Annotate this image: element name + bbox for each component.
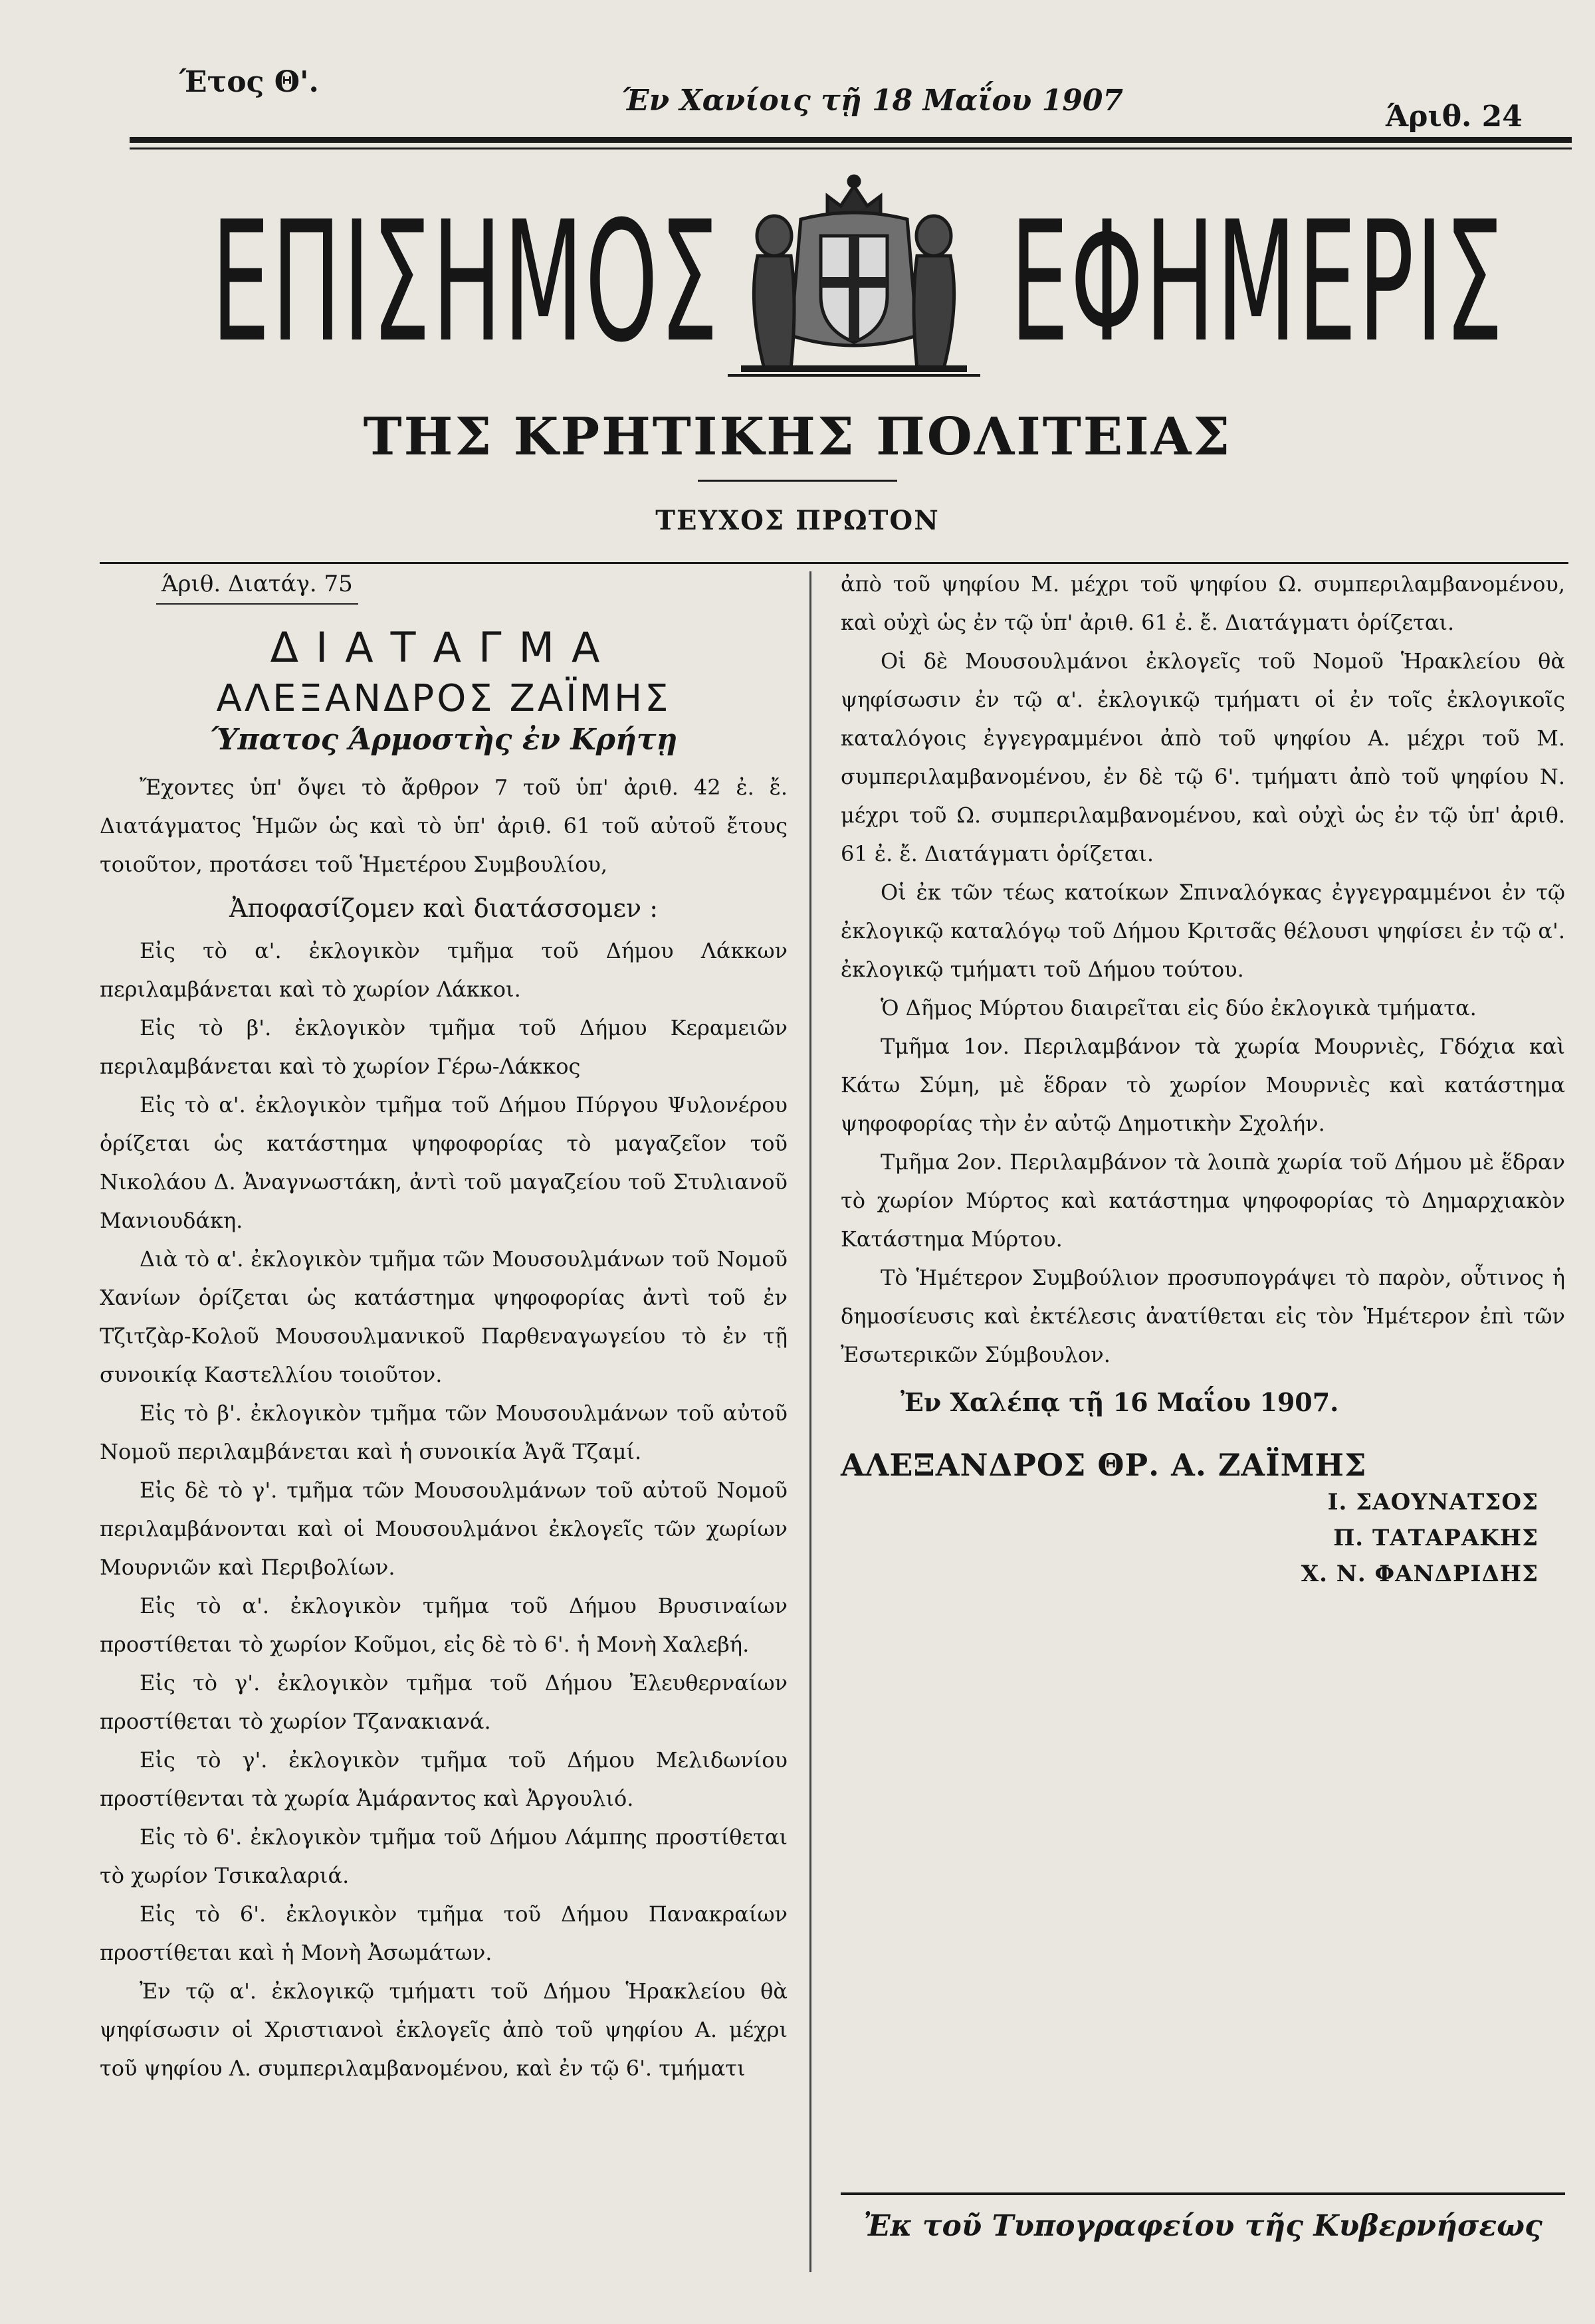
- printer-imprint: Ἐκ τοῦ Τυπογραφείου τῆς Κυβερνήσεως: [863, 2209, 1542, 2243]
- date-place: Έν Χανίοις τῇ 18 Μαΐου 1907: [621, 84, 1124, 118]
- signer-name: ΑΛΕΞΑΝΔΡΟΣ ΘΡ. Α. ΖΑΪΜΗΣ: [841, 1447, 1367, 1483]
- article-paragraph: Εἰς τὸ β'. ἐκλογικὸν τμῆμα τῶν Μουσουλμάνων τοῦ αὐτοῦ Νομοῦ περιλαμβάνεται καὶ ἡ συνοικία Ἀγᾶ Τζαμί.: [100, 1401, 788, 1464]
- article-paragraph: Εἰς τὸ α'. ἐκλογικὸν τμῆμα τοῦ Δήμου Βρυσιναίων προστίθεται τὸ χωρίον Κοῦμοι, εἰς δὲ τὸ 6'. ἡ Μονὴ Χαλεβή.: [100, 1593, 788, 1657]
- header-rule: [130, 137, 1572, 143]
- preamble: Ἔχοντες ὑπ' ὄψει τὸ ἄρθρον 7 τοῦ ὑπ' ἀριθ. 42 ἐ. ἔ. Διατάγματος Ἡμῶν ὡς καὶ τὸ ὑπ' ἀριθ. 61 τοῦ αὐτοῦ ἔτους τοιοῦτον, προτάσει τοῦ Ἡμετέρου Συμβουλίου,: [100, 775, 788, 877]
- right-column: [841, 565, 1565, 1592]
- article-paragraph: Τμῆμα 1ον. Περιλαμβάνον τὰ χωρία Μουρνιὲς, Γδόχια καὶ Κάτω Σύμη, μὲ ἕδραν τὸ χωρίον Μουρνιὲς καὶ κατάστημα ψηφοφορίας τὴν ἐν αὐτῷ Δημοτικὴν Σχολήν.: [841, 1034, 1565, 1136]
- year-label: Έτος Θ'.: [179, 65, 319, 99]
- article-paragraph: Οἱ δὲ Μουσουλμάνοι ἐκλογεῖς τοῦ Νομοῦ Ἡρακλείου θὰ ψηφίσωσιν ἐν τῷ α'. ἐκλογικῷ τμήματι οἱ ἐν τοῖς ἐκλογικοῖς καταλόγοις ἐγγεγραμμένοι ἀπὸ τοῦ ψηφίου Α. μέχρι τοῦ Μ. συμπεριλαμβανομένου, ἐν δὲ τῷ 6'. τμήματι ἀπὸ τοῦ ψηφίου Ν. μέχρι τοῦ Ω. συμπεριλαμβανομένου, καὶ οὐχὶ ὡς ἐν τῷ ὑπ' ἀριθ. 61 ἐ. ἔ. Διατάγματι ὁρίζεται.: [841, 648, 1565, 866]
- article-paragraph: Τμῆμα 2ον. Περιλαμβάνον τὰ λοιπὰ χωρία τοῦ Δήμου μὲ ἕδραν τὸ χωρίον Μύρτος καὶ κατάστημα ψηφοφορίας τὸ Δημαρχιακὸν Κατάστημα Μύρτου.: [841, 1149, 1565, 1252]
- article-paragraph: Οἱ ἐκ τῶν τέως κατοίκων Σπιναλόγκας ἐγγεγραμμένοι ἐν τῷ ἐκλογικῷ καταλόγῳ τοῦ Δήμου Κριτσᾶς θέλουσι ψηφίσει ἐν τῷ α'. ἐκλογικῷ τμήματι τοῦ Δήμου τούτου.: [841, 880, 1565, 982]
- footer-rule: [841, 2192, 1565, 2195]
- article-paragraph: Ἐν τῷ α'. ἐκλογικῷ τμήματι τοῦ Δήμου Ἡρακλείου θὰ ψηφίσωσιν οἱ Χριστιανοὶ ἐκλογεῖς ἀπὸ τοῦ ψηφίου Α. μέχρι τοῦ ψηφίου Λ. συμπεριλαμβανομένου, καὶ ἐν τῷ 6'. τμήματι: [100, 1979, 788, 2081]
- article-paragraph: Εἰς τὸ 6'. ἐκλογικὸν τμῆμα τοῦ Δήμου Πανακραίων προστίθεται καὶ ἡ Μονὴ Ἀσωμάτων.: [100, 1901, 788, 1965]
- decree-title: ΔΙΑΤΑΓΜΑ: [270, 623, 617, 672]
- decree-formula: Ἀποφασίζομεν καὶ διατάσσομεν :: [229, 894, 659, 923]
- subtitle-underline: [698, 480, 897, 482]
- masthead-title-left: ΕΠΙΣΗΜΟΣ: [211, 185, 720, 379]
- issue-number: Άριθ. 24: [1386, 100, 1523, 134]
- minister-signature: Π. ΤΑΤΑΡΑΚΗΣ: [1333, 1525, 1539, 1551]
- governor-title: Ύπατος Άρμοστὴς ἐν Κρήτῃ: [209, 723, 678, 757]
- article-paragraph: Εἰς τὸ α'. ἐκλογικὸν τμῆμα τοῦ Δήμου Πύργου Ψυλονέρου ὁρίζεται ὡς κατάστημα ψηφοφορίας τὸ μαγαζεῖον τοῦ Νικολάου Δ. Ἀναγνωστάκη, ἀντὶ τοῦ μαγαζείου τοῦ Στυλιανοῦ Μανιουδάκη.: [100, 1092, 788, 1233]
- article-paragraph: Διὰ τὸ α'. ἐκλογικὸν τμῆμα τῶν Μουσουλμάνων τοῦ Νομοῦ Χανίων ὁρίζεται ὡς κατάστημα ψηφοφορίας ἀντὶ τοῦ ἐν Τζιτζὰρ-Κολοῦ Μουσουλμανικοῦ Παρθεναγωγείου τὸ ἐν τῇ συνοικίᾳ Καστελλίου τοιοῦτον.: [100, 1246, 788, 1387]
- header-rule-thin: [130, 147, 1572, 149]
- signing-date: Ἐν Χαλέπᾳ τῇ 16 Μαΐου 1907.: [901, 1387, 1339, 1417]
- coat-of-arms-icon: [728, 169, 980, 382]
- minister-signature: Ι. ΣΑΟΥΝΑΤΣΟΣ: [1327, 1489, 1539, 1515]
- article-paragraph: Εἰς δὲ τὸ γ'. τμῆμα τῶν Μουσουλμάνων τοῦ αὐτοῦ Νομοῦ περιλαμβάνονται καὶ οἱ Μουσουλμάνοι ἐκλογεῖς τῶν χωρίων Μουρνιῶν καὶ Περιβολίων.: [100, 1478, 788, 1580]
- article-paragraph: Ὁ Δῆμος Μύρτου διαιρεῖται εἰς δύο ἐκλογικὰ τμήματα.: [881, 995, 1477, 1020]
- issue-label: ΤΕΥΧΟΣ ΠΡΩΤΟΝ: [655, 505, 940, 536]
- article-paragraph: ἀπὸ τοῦ ψηφίου Μ. μέχρι τοῦ ψηφίου Ω. συμπεριλαμβανομένου, καὶ οὐχὶ ὡς ἐν τῷ ὑπ' ἀριθ. 61 ἐ. ἔ. Διατάγματι ὁρίζεται.: [841, 571, 1565, 635]
- masthead-title-right: ΕΦΗΜΕΡΙΣ: [1010, 185, 1505, 379]
- article-paragraph: Εἰς τὸ β'. ἐκλογικὸν τμῆμα τοῦ Δήμου Κεραμειῶν περιλαμβάνεται καὶ τὸ χωρίον Γέρω-Λάκκος: [100, 1015, 788, 1079]
- column-divider: [809, 571, 811, 2272]
- article-paragraph: Εἰς τὸ 6'. ἐκλογικὸν τμῆμα τοῦ Δήμου Λάμπης προστίθεται τὸ χωρίον Τσικαλαριά.: [100, 1824, 788, 1888]
- article-paragraph: Εἰς τὸ γ'. ἐκλογικὸν τμῆμα τοῦ Δήμου Μελιδωνίου προστίθενται τὰ χωρία Ἀμάραντος καὶ Ἀργουλιό.: [100, 1747, 788, 1811]
- article-paragraph: Εἰς τὸ γ'. ἐκλογικὸν τμῆμα τοῦ Δήμου Ἐλευθερναίων προστίθεται τὸ χωρίον Τζανακιανά.: [100, 1670, 788, 1734]
- masthead-subtitle: ΤΗΣ ΚΡΗΤΙΚΗΣ ΠΟΛΙΤΕΙΑΣ: [363, 407, 1232, 467]
- minister-signature: Χ. Ν. ΦΑΝΔΡΙΔΗΣ: [1301, 1561, 1539, 1587]
- governor-name: ΑΛΕΞΑΝΔΡΟΣ ΖΑΪΜΗΣ: [216, 677, 671, 720]
- article-paragraph: Τὸ Ἡμέτερον Συμβούλιον προσυπογράψει τὸ παρὸν, οὗτινος ἡ δημοσίευσις καὶ ἐκτέλεσις ἀνατίθεται εἰς τὸν Ἡμέτερον ἐπὶ τῶν Ἐσωτερικῶν Σύμβουλον.: [841, 1265, 1565, 1367]
- columns-top-rule: [100, 562, 1568, 564]
- article-paragraph: Εἰς τὸ α'. ἐκλογικὸν τμῆμα τοῦ Δήμου Λάκκων περιλαμβάνεται καὶ τὸ χωρίον Λάκκοι.: [100, 938, 788, 1002]
- decree-ref-number: Άριθ. Διατάγ. 75: [156, 565, 358, 605]
- left-column: [100, 565, 788, 2087]
